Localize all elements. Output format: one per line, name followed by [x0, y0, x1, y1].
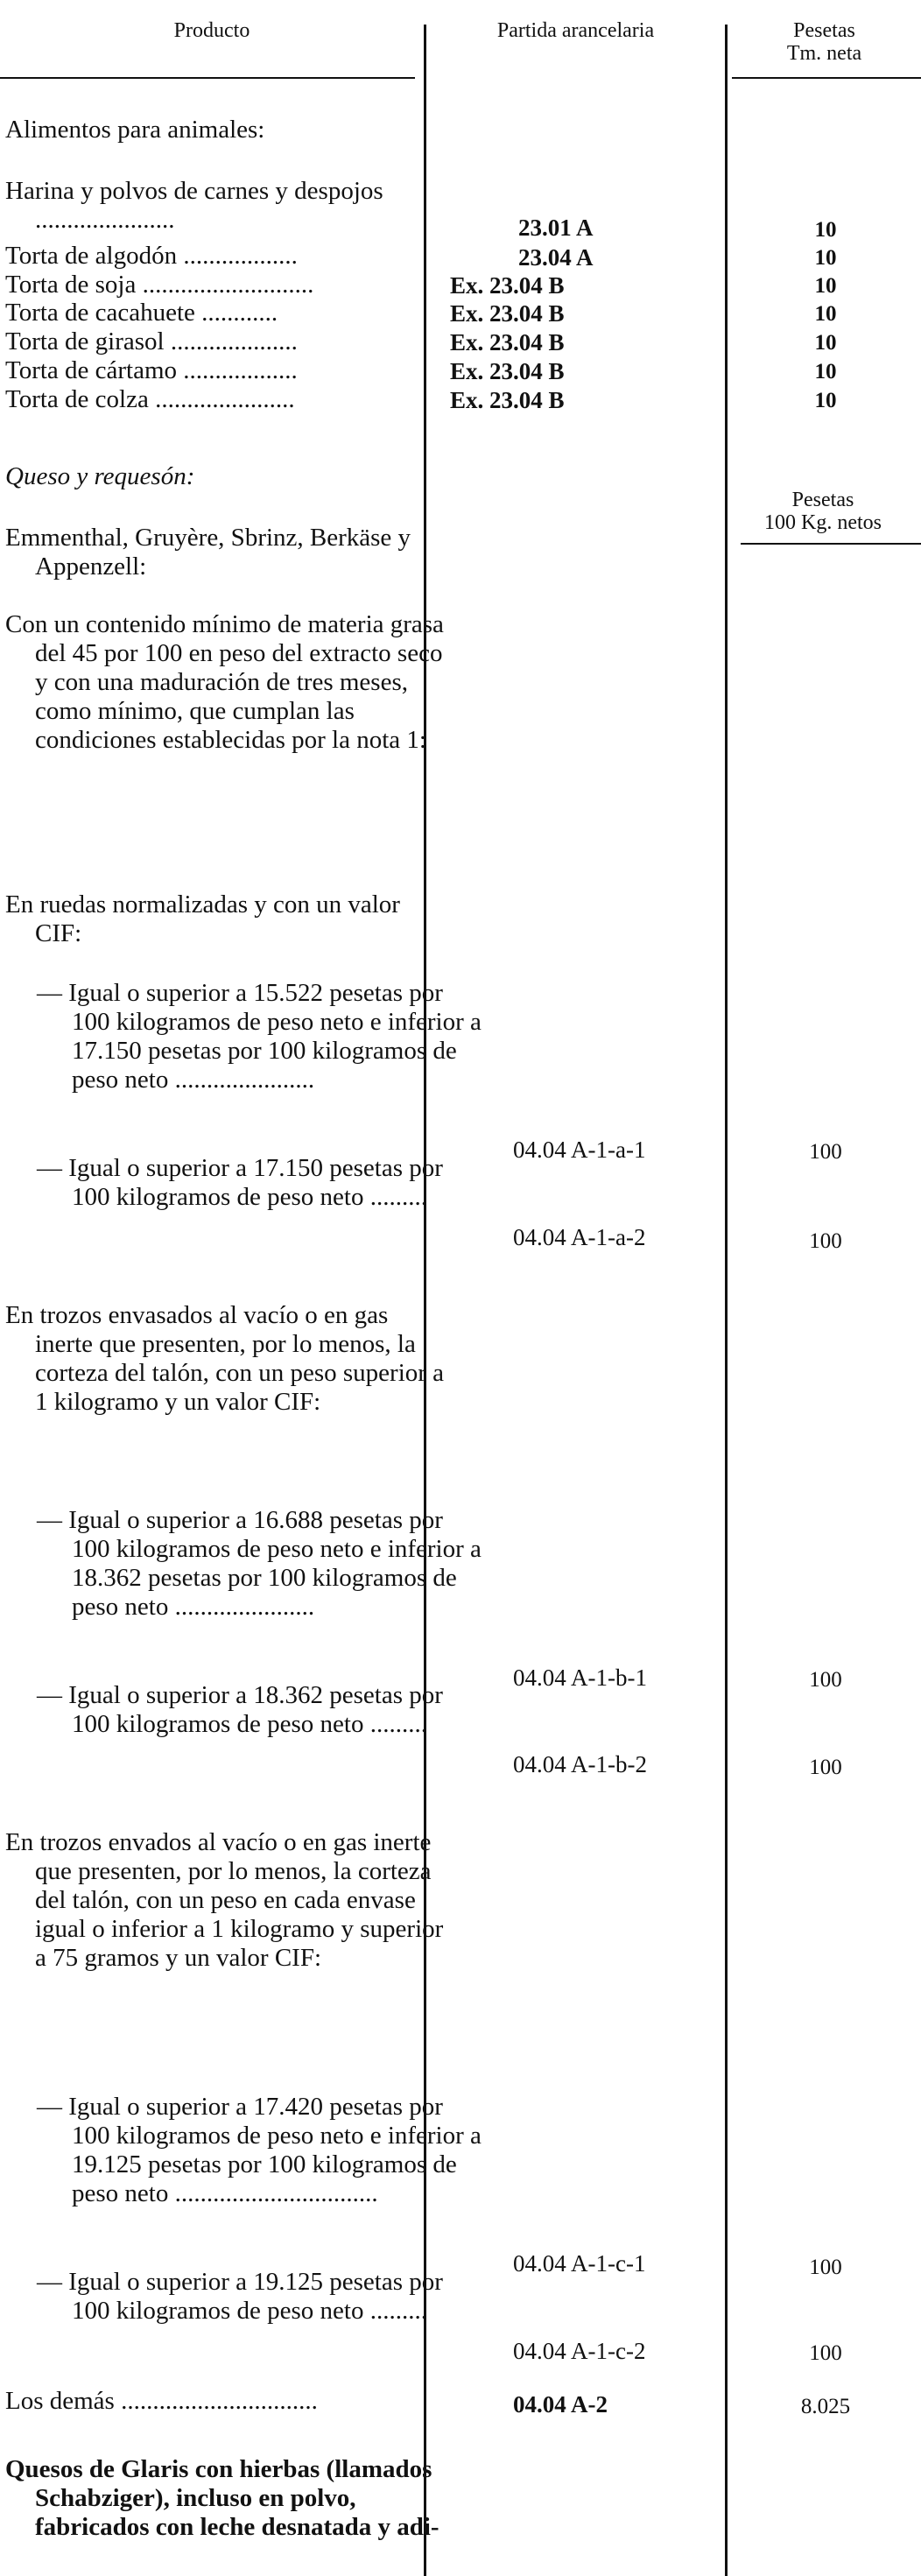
- item-c1-tariff: 04.04 A-1-c-1: [513, 2250, 646, 2277]
- row-harina-value: 10: [814, 218, 837, 242]
- item-a1-value: 100: [809, 1140, 842, 1164]
- item-a1-tariff: 04.04 A-1-a-1: [513, 1137, 646, 1163]
- row-soja-tariff: Ex. 23.04 B: [450, 272, 565, 299]
- header-rule-1: [0, 77, 415, 79]
- row-los-demas-value: 8.025: [800, 2395, 851, 2418]
- row-cacahuete-value: 10: [814, 302, 837, 326]
- header-rule-2: [732, 77, 921, 79]
- row-cartamo-tariff: Ex. 23.04 B: [450, 358, 565, 384]
- header-producto: Producto: [173, 19, 250, 42]
- row-soja-value: 10: [814, 274, 837, 298]
- row-harina-product: Harina y polvos de carnes y despojos ......................: [5, 177, 383, 234]
- item-c1-value: 100: [809, 2256, 842, 2279]
- row-cartamo-product: Torta de cártamo ..................: [5, 356, 298, 384]
- item-a2-text: — Igual o superior a 17.150 pesetas por 100 kilogramos de peso neto .........: [37, 1154, 443, 1211]
- item-b1-text: — Igual o superior a 16.688 pesetas por 100 kilogramos de peso neto e inferior a 18.362 pesetas por 100 kilogramos de peso neto ......................: [37, 1506, 482, 1621]
- para-trozos-1: En trozos envasados al vacío o en gas inerte que presenten, por lo menos, la corteza del talón, con un peso superior a 1 kilogramo y un valor CIF:: [5, 1301, 445, 1416]
- row-los-demas-product: Los demás ...............................: [5, 2387, 318, 2415]
- row-cartamo-value: 10: [814, 360, 837, 384]
- item-c2-text: — Igual o superior a 19.125 pesetas por 100 kilogramos de peso neto .........: [37, 2268, 443, 2325]
- item-b1-value: 100: [809, 1668, 842, 1692]
- item-b2-text: — Igual o superior a 18.362 pesetas por 100 kilogramos de peso neto .........: [37, 1681, 443, 1738]
- row-los-demas-tariff: 04.04 A-2: [513, 2391, 608, 2418]
- row-cacahuete-tariff: Ex. 23.04 B: [450, 300, 565, 327]
- unit-header-line2: 100 Kg. netos: [764, 511, 882, 534]
- row-colza-tariff: Ex. 23.04 B: [450, 387, 565, 413]
- row-colza-value: 10: [814, 389, 837, 412]
- item-c1-text: — Igual o superior a 17.420 pesetas por 100 kilogramos de peso neto e inferior a 19.125 pesetas por 100 kilogramos de peso neto ................................: [37, 2093, 482, 2207]
- item-b2-tariff: 04.04 A-1-b-2: [513, 1751, 647, 1777]
- item-a2-value: 100: [809, 1229, 842, 1253]
- item-a1-text: — Igual o superior a 15.522 pesetas por 100 kilogramos de peso neto e inferior a 17.150 pesetas por 100 kilogramos de peso neto ......................: [37, 979, 482, 1094]
- para-trozos-2: En trozos envados al vacío o en gas inerte que presenten, por lo menos, la corteza del talón, con un peso en cada envase igual o inferior a 1 kilogramo y superior a 75 gramos y un valor CIF:: [5, 1828, 444, 1972]
- row-harina-tariff-text: 23.01 A: [518, 215, 594, 241]
- header-pesetas-line1: Pesetas: [793, 19, 855, 42]
- row-algodon-tariff: 23.04 A: [518, 244, 594, 271]
- item-b2-value: 100: [809, 1756, 842, 1779]
- para-ruedas: En ruedas normalizadas y con un valor CIF:: [5, 890, 400, 947]
- item-a2-tariff: 04.04 A-1-a-2: [513, 1224, 646, 1250]
- row-soja-product: Torta de soja ...........................: [5, 271, 314, 299]
- section-title-cheese: Queso y requesón:: [5, 462, 195, 490]
- row-algodon-value: 10: [814, 246, 837, 270]
- para-emmenthal: Emmenthal, Gruyère, Sbrinz, Berkäse y Appenzell:: [5, 524, 411, 581]
- item-c2-tariff: 04.04 A-1-c-2: [513, 2338, 646, 2364]
- header-partida: Partida arancelaria: [496, 19, 655, 42]
- unit-header-line1: Pesetas: [791, 489, 854, 511]
- item-c2-value: 100: [809, 2341, 842, 2365]
- header-pesetas-line2: Tm. neta: [786, 42, 862, 65]
- row-girasol-tariff: Ex. 23.04 B: [450, 329, 565, 355]
- row-algodon-product: Torta de algodón ..................: [5, 242, 298, 270]
- row-cacahuete-product: Torta de cacahuete ............: [5, 299, 278, 327]
- para-contenido: Con un contenido mínimo de materia grasa del 45 por 100 en peso del extracto seco y con una maduración de tres meses, como mínimo, que cumplan las condiciones establecidas por la nota 1:: [5, 610, 444, 754]
- header-pesetas: [728, 19, 921, 65]
- para-glaris: Quesos de Glaris con hierbas (llamados Schabziger), incluso en polvo, fabricados con leche desnatada y adi-: [5, 2455, 439, 2541]
- unit-header: [725, 489, 921, 534]
- section-title-animal: Alimentos para animales:: [5, 116, 265, 144]
- unit-header-rule: [741, 543, 921, 545]
- row-colza-product: Torta de colza ......................: [5, 385, 295, 413]
- item-b1-tariff: 04.04 A-1-b-1: [513, 1665, 647, 1691]
- row-girasol-product: Torta de girasol ....................: [5, 327, 298, 355]
- row-girasol-value: 10: [814, 331, 837, 355]
